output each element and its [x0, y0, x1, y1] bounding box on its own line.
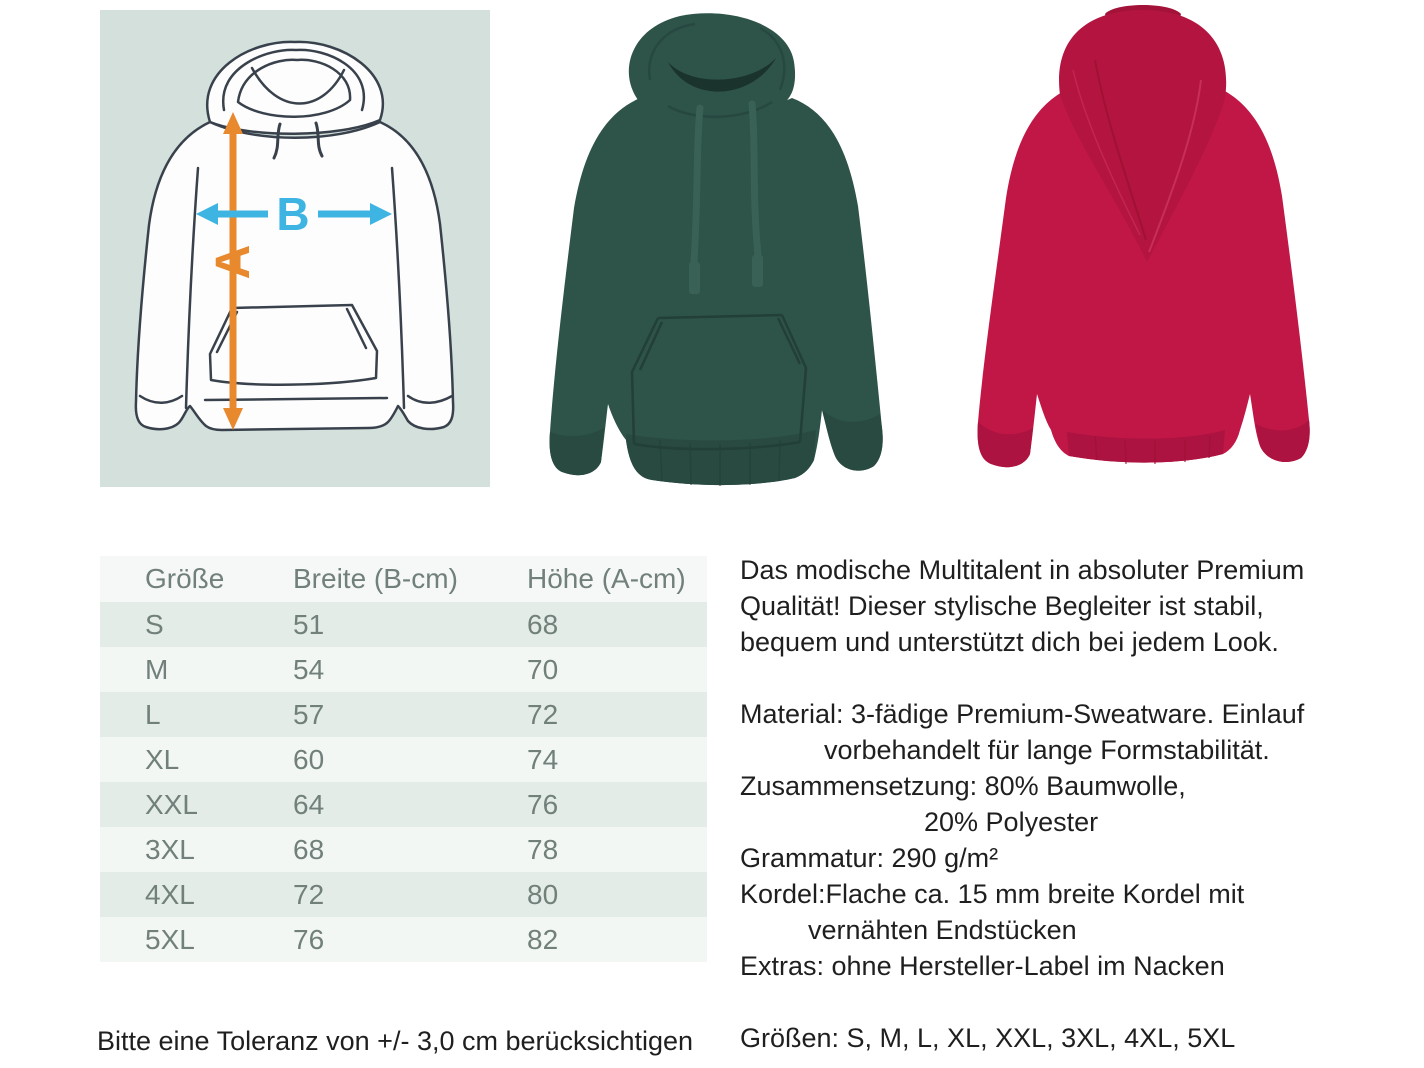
column-header-groesse: Größe [145, 563, 225, 594]
description-line: vernähten Endstücken [808, 915, 1077, 945]
column-header-breite: Breite (B-cm) [293, 563, 458, 594]
size-cell: XXL [145, 788, 198, 820]
description-line: vorbehandelt für lange Formstabilität. [824, 735, 1270, 765]
breite-cell: 64 [293, 788, 325, 820]
table-row-m [100, 647, 707, 692]
product-description [740, 552, 1420, 1056]
drawstring-aglet-right [752, 255, 763, 287]
label-a: A [207, 244, 260, 280]
size-cell: M [145, 653, 169, 685]
product-photo-back [945, 0, 1340, 500]
table-row-4xl [100, 872, 707, 917]
green-hoodie-front-image [500, 0, 940, 505]
size-cell: XL [145, 743, 180, 775]
tolerance-note: Bitte eine Toleranz von +/- 3,0 cm berücksichtigen [97, 1026, 694, 1056]
breite-cell: 76 [293, 923, 325, 955]
breite-cell: 54 [293, 653, 325, 685]
hoehe-cell: 82 [527, 923, 559, 955]
breite-cell: 72 [293, 878, 325, 910]
drawstring-aglet-left [689, 262, 700, 294]
description-line-zusammensetzung: Zusammensetzung: 80% Baumwolle, [740, 771, 1186, 801]
hoehe-cell: 74 [527, 743, 559, 775]
table-row-xxl [100, 782, 707, 827]
hoehe-cell: 72 [527, 698, 559, 730]
breite-cell: 60 [293, 743, 325, 775]
description-line-groessen: Größen: S, M, L, XL, XXL, 3XL, 4XL, 5XL [740, 1023, 1236, 1053]
hoehe-cell: 76 [527, 788, 559, 820]
table-row-l [100, 692, 707, 737]
size-cell: 5XL [145, 923, 195, 955]
size-cell: 3XL [145, 833, 195, 865]
size-cell: S [145, 608, 164, 640]
label-b: B [276, 188, 310, 240]
description-line-material: Material: 3-fädige Premium-Sweatware. Einlauf [740, 699, 1305, 729]
size-table-header-row [100, 556, 707, 602]
breite-cell: 57 [293, 698, 325, 730]
hoehe-cell: 70 [527, 653, 559, 685]
hoehe-cell: 68 [527, 608, 559, 640]
description-line-grammatur: Grammatur: 290 g/m² [740, 843, 999, 873]
description-line-kordel: Kordel:Flache ca. 15 mm breite Kordel mit [740, 879, 1245, 909]
size-diagram [100, 10, 490, 487]
product-photo-front [500, 0, 940, 505]
table-row-3xl [100, 827, 707, 872]
breite-cell: 51 [293, 608, 325, 640]
description-line-extras: Extras: ohne Hersteller-Label im Nacken [740, 951, 1225, 981]
hoehe-cell: 80 [527, 878, 559, 910]
size-cell: 4XL [145, 878, 195, 910]
description-line: Das modische Multitalent in absoluter Premium [740, 555, 1305, 585]
hoehe-cell: 78 [527, 833, 559, 865]
column-header-hoehe: Höhe (A-cm) [527, 563, 686, 594]
table-row-xl [100, 737, 707, 782]
table-row-s [100, 602, 707, 647]
description-line: bequem und unterstützt dich bei jedem Look. [740, 627, 1279, 657]
description-line: 20% Polyester [924, 807, 1099, 837]
size-cell: L [145, 698, 161, 730]
red-hoodie-back-image [945, 0, 1340, 500]
size-table [100, 556, 707, 962]
breite-cell: 68 [293, 833, 325, 865]
description-line: Qualität! Dieser stylische Begleiter ist stabil, [740, 591, 1264, 621]
size-diagram-illustration [100, 10, 490, 487]
table-row-5xl [100, 917, 707, 962]
